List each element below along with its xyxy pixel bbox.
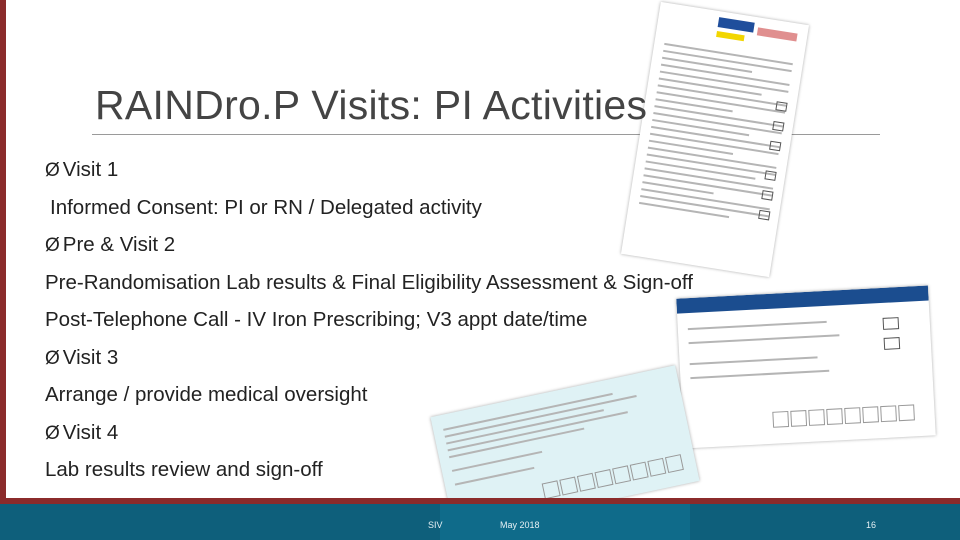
footer-label: SIV: [428, 520, 443, 530]
footer-left-panel: [0, 504, 440, 540]
bullet-lab-results: [45, 271, 693, 295]
footer-date: May 2018: [500, 520, 540, 530]
nhs-logo-image: [718, 17, 755, 33]
bullet-visit-3: [45, 346, 118, 370]
consent-form-image: [621, 2, 809, 277]
footer-right-panel: [690, 504, 960, 540]
eligibility-form-image: [676, 286, 936, 449]
checkbox-mark: [761, 190, 773, 201]
eligibility-banner: [676, 286, 928, 314]
date-boxes: [772, 404, 915, 427]
footer-bar: [0, 504, 960, 540]
highlight-mark: [716, 31, 745, 41]
bullet-text: Pre-Randomisation Lab results & Final Eligibility Assessment & Sign-off: [45, 271, 693, 294]
bullet-text: Lab results review and sign-off: [45, 458, 323, 481]
checkbox-mark: [883, 317, 900, 330]
checkbox-mark: [758, 210, 770, 221]
consent-text-lines: [638, 43, 793, 229]
bullet-text: Visit 3: [62, 346, 119, 369]
university-logo-image: [757, 27, 798, 41]
bullet-text: Pre & Visit 2: [62, 233, 176, 256]
slide-title: RAINDro.P Visits: PI Activities: [95, 82, 648, 128]
checkbox-mark: [775, 101, 787, 112]
bullet-visit-4: [45, 421, 118, 445]
page-number: 16: [866, 520, 877, 530]
bullet-medical-oversight: [45, 383, 367, 407]
bullet-text: Informed Consent: PI or RN / Delegated activity: [50, 196, 482, 219]
bullet-pre-visit-2: [45, 233, 175, 257]
bullet-text: Arrange / provide medical oversight: [45, 383, 368, 406]
checkbox-mark: [764, 170, 776, 181]
bullet-iv-iron: [45, 308, 587, 332]
bullet-informed-consent: [50, 196, 482, 220]
arrow-bullet-icon: Ø: [45, 160, 60, 181]
bullet-text: Visit 4: [62, 421, 119, 444]
bullet-text: Visit 1: [62, 158, 119, 181]
bullet-text: Post-Telephone Call - IV Iron Prescribing; V3 appt date/time: [45, 308, 588, 331]
bullet-lab-signoff: [45, 458, 323, 482]
checkbox-mark: [769, 141, 781, 152]
arrow-bullet-icon: Ø: [45, 235, 60, 256]
left-accent-stripe: [0, 0, 6, 540]
arrow-bullet-icon: Ø: [45, 348, 60, 369]
arrow-bullet-icon: Ø: [45, 423, 60, 444]
checkbox-mark: [772, 121, 784, 132]
bullet-visit-1: [45, 158, 118, 182]
checkbox-mark: [884, 337, 901, 350]
